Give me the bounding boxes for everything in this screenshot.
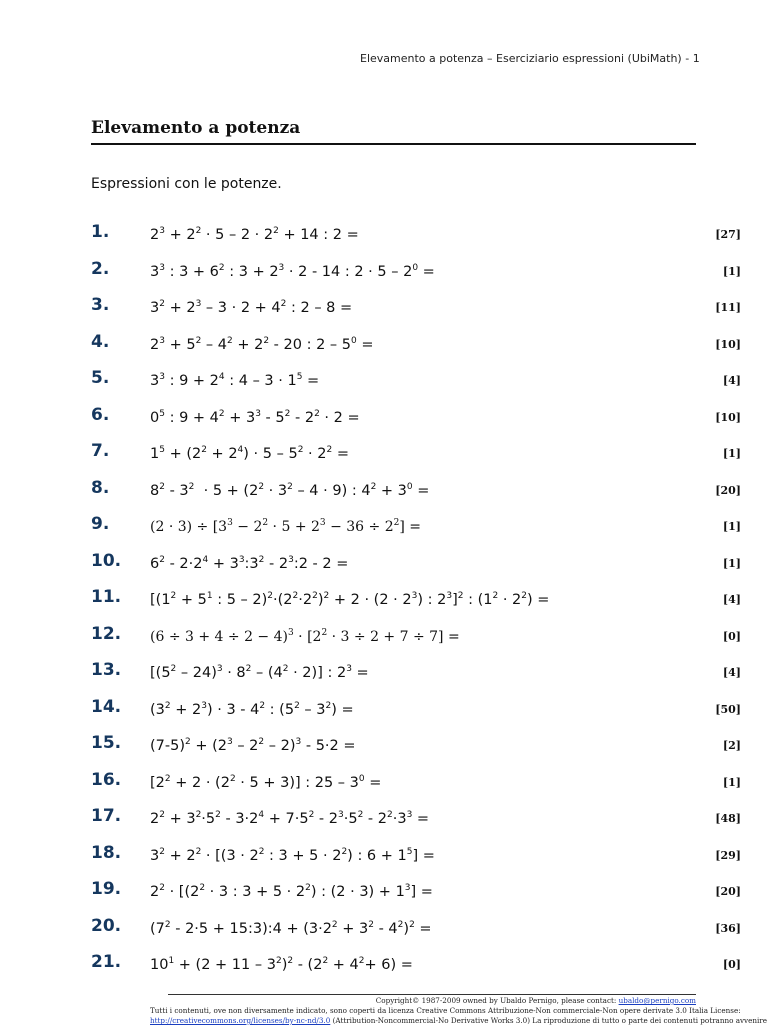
- exercise-number: 17.: [91, 806, 122, 826]
- exercise-answer: [10]: [715, 337, 741, 351]
- exercise-number: 6.: [91, 404, 110, 425]
- footer-license-url: [150, 1016, 767, 1025]
- exercise-expression: $(6 \div 3 + 4 \div 2 - 4)^3 \cdot [2^2 \cdot 3 \div 2 + 7 \div 7]$ =: [150, 627, 460, 645]
- exercise-expression: $[2^2 + 2 \cdot (2^2 \cdot 5 + 3)]$ : $25 - 3^0$ =: [150, 773, 382, 791]
- exercise-answer: [50]: [715, 702, 741, 716]
- exercise-row: [0, 916, 768, 946]
- running-header: Elevamento a potenza – Eserciziario espressioni (UbiMath) - 1: [360, 52, 700, 65]
- exercise-row: [0, 295, 768, 325]
- footer-license: Tutti i contenuti, ove non diversamente indicato, sono coperti da licenza Creative Commons Attribuzione-Non commerciale-Non opere derivate 3.0 Italia License:: [150, 1006, 741, 1015]
- exercise-row: [0, 368, 768, 398]
- exercise-number: 21.: [91, 952, 122, 972]
- exercise-number: 5.: [91, 368, 110, 388]
- exercise-answer: [1]: [722, 556, 741, 570]
- exercise-number: 19.: [91, 879, 122, 899]
- exercise-expression: $0^5$ : $9 + 4^2 + 3^3 - 5^2 - 2^2 \cdot 2$ =: [150, 408, 360, 426]
- page-title: Elevamento a potenza: [91, 118, 301, 138]
- exercise-row: [0, 405, 768, 435]
- exercise-answer: [29]: [715, 848, 741, 862]
- exercise-answer: [2]: [722, 739, 741, 752]
- exercise-expression: $2^3 + 2^2 \cdot 5 - 2 \cdot 2^2 + 14$ : 2 =: [150, 226, 359, 243]
- exercise-row: [0, 478, 768, 508]
- exercise-row: [0, 514, 768, 544]
- exercise-answer: [4]: [722, 593, 741, 606]
- exercise-answer: [27]: [715, 228, 741, 241]
- exercise-row: [0, 259, 768, 289]
- exercise-row: [0, 697, 768, 727]
- exercise-number: 15.: [91, 733, 122, 753]
- exercise-expression: $(7-5)^2 + (2^3 - 2^2 - 2)^3 - 5\cdot 2$ =: [150, 737, 356, 754]
- footer-license-text: (Attribution-Noncommercial-No Derivative Works 3.0) La riproduzione di tutto o parte dei contenuti potranno avvenire: [330, 1016, 767, 1025]
- exercise-answer: [0]: [722, 629, 741, 643]
- exercise-row: [0, 733, 768, 763]
- exercise-row: [0, 222, 768, 252]
- section-subtitle: Espressioni con le potenze.: [91, 176, 282, 192]
- exercise-expression: $2^2 + 3^2\cdot 5^2 - 3\cdot 2^4 + 7\cdot 5^2 - 2^3\cdot 5^2 - 2^2\cdot 3^3$ =: [150, 810, 430, 827]
- exercise-expression: $2^2 \cdot [(2^2 \cdot 3$ : $3 + 5 \cdot 2^2$) : $(2 \cdot 3) + 1^3$] =: [150, 883, 433, 900]
- exercise-row: [0, 441, 768, 471]
- footer-copyright-text: Copyright© 1987-2009 owned by Ubaldo Pernigo, please contact:: [375, 996, 619, 1005]
- exercise-row: [0, 770, 768, 800]
- exercise-number: 13.: [91, 660, 122, 680]
- exercise-answer: [1]: [722, 447, 741, 460]
- exercise-number: 9.: [91, 514, 110, 534]
- exercise-expression: $3^3$ : $3 + 6^2$ : $3 + 2^3 \cdot 2 - 14$ : $2 \cdot 5 - 2^0$ =: [150, 262, 435, 280]
- exercise-expression: $1^5 + (2^2 + 2^4) \cdot 5 - 5^2 \cdot 2^2$ =: [150, 445, 349, 462]
- exercise-expression: ($7^2 - 2\cdot 5$ + 15:3):4 + $(3\cdot 2^2 + 3^2 - 4^2)^2$ =: [150, 919, 432, 937]
- exercise-answer: [1]: [722, 520, 741, 533]
- exercise-number: 1.: [91, 222, 110, 242]
- exercise-answer: [11]: [715, 301, 741, 314]
- exercise-expression: $(3^2 + 2^3) \cdot 3 - 4^2$ : $(5^2 - 3^2)$ =: [150, 700, 354, 718]
- exercise-answer: [4]: [722, 666, 741, 679]
- exercise-expression: $3^3$ : $9 + 2^4$ : $4 - 3 \cdot 1^5$ =: [150, 372, 320, 389]
- exercise-answer: [0]: [722, 958, 741, 971]
- exercise-row: [0, 660, 768, 690]
- exercise-row: [0, 806, 768, 836]
- footer-copyright: [150, 996, 696, 1005]
- exercise-expression: $(2 \cdot 3) \div [3^3 - 2^2 \cdot 5 + 2^3 - 36 \div 2^2]$ =: [150, 518, 422, 535]
- exercise-row: [0, 587, 768, 617]
- exercise-row: [0, 551, 768, 581]
- exercise-row: [0, 624, 768, 654]
- exercise-row: [0, 332, 768, 362]
- exercise-number: 12.: [91, 623, 122, 644]
- exercise-answer: [10]: [715, 410, 741, 424]
- exercise-expression: $[(5^2 - 24)^3 \cdot 8^2 - (4^2 \cdot 2)]$ : $2^3$ =: [150, 664, 369, 681]
- exercise-expression: $3^2 + 2^2 \cdot [(3 \cdot 2^2$ : $3 + 5 \cdot 2^2$) : $6 + 1^5$] =: [150, 846, 435, 864]
- exercise-answer: [1]: [722, 264, 741, 278]
- footer-license-link[interactable]: http://creativecommons.org/licenses/by-nc-nd/3.0: [150, 1016, 331, 1025]
- exercise-answer: [4]: [722, 374, 741, 387]
- exercise-number: 16.: [91, 769, 122, 790]
- exercise-row: [0, 952, 768, 982]
- exercise-expression: [($1^2 + 5^1$ : $5 - 2)^2\cdot(2^2\cdot 2^2)^2 + 2 \cdot (2 \cdot 2^3)$ : $2^3]^2$ : $(1^2 \cdot 2^2)$ =: [150, 591, 550, 608]
- exercise-answer: [36]: [715, 921, 741, 935]
- footer-rule: [168, 994, 696, 995]
- exercise-row: [0, 843, 768, 873]
- title-rule: [91, 143, 696, 145]
- exercise-number: 4.: [91, 331, 110, 352]
- exercise-answer: [48]: [715, 812, 741, 825]
- exercise-expression: $6^2 - 2\cdot 2^4$ + $3^3:3^2$ - $2^3:2 - 2$ =: [150, 554, 349, 572]
- exercise-answer: [20]: [715, 483, 741, 497]
- exercise-number: 20.: [91, 915, 122, 936]
- exercise-row: [0, 879, 768, 909]
- footer-email-link[interactable]: ubaldo@pernigo.com: [618, 996, 696, 1005]
- exercise-number: 8.: [91, 477, 110, 498]
- exercise-expression: $10^1 + (2 + 11 - 3^2)^2 - (2^2 + 4^2+ 6)$ =: [150, 956, 413, 973]
- exercise-number: 14.: [91, 696, 122, 717]
- exercise-expression: $3^2 + 2^3 - 3 \cdot 2 + 4^2$ : 2 – 8 =: [150, 299, 353, 316]
- exercise-number: 18.: [91, 842, 122, 863]
- exercise-number: 2.: [91, 258, 110, 279]
- exercise-expression: $8^2 - 3^2 \cdot 5 + (2^2 \cdot 3^2 - 4 \cdot 9)$ : $4^2 + 3^0$ =: [150, 481, 430, 499]
- exercise-number: 10.: [91, 550, 122, 571]
- exercise-number: 7.: [91, 441, 110, 461]
- exercise-number: 3.: [91, 295, 110, 315]
- exercise-answer: [20]: [715, 885, 741, 898]
- exercise-number: 11.: [91, 587, 122, 607]
- exercise-answer: [1]: [722, 775, 741, 789]
- exercise-expression: $2^3 + 5^2 - 4^2 + 2^2 - 20$ : $2 - 5^0$ =: [150, 335, 374, 353]
